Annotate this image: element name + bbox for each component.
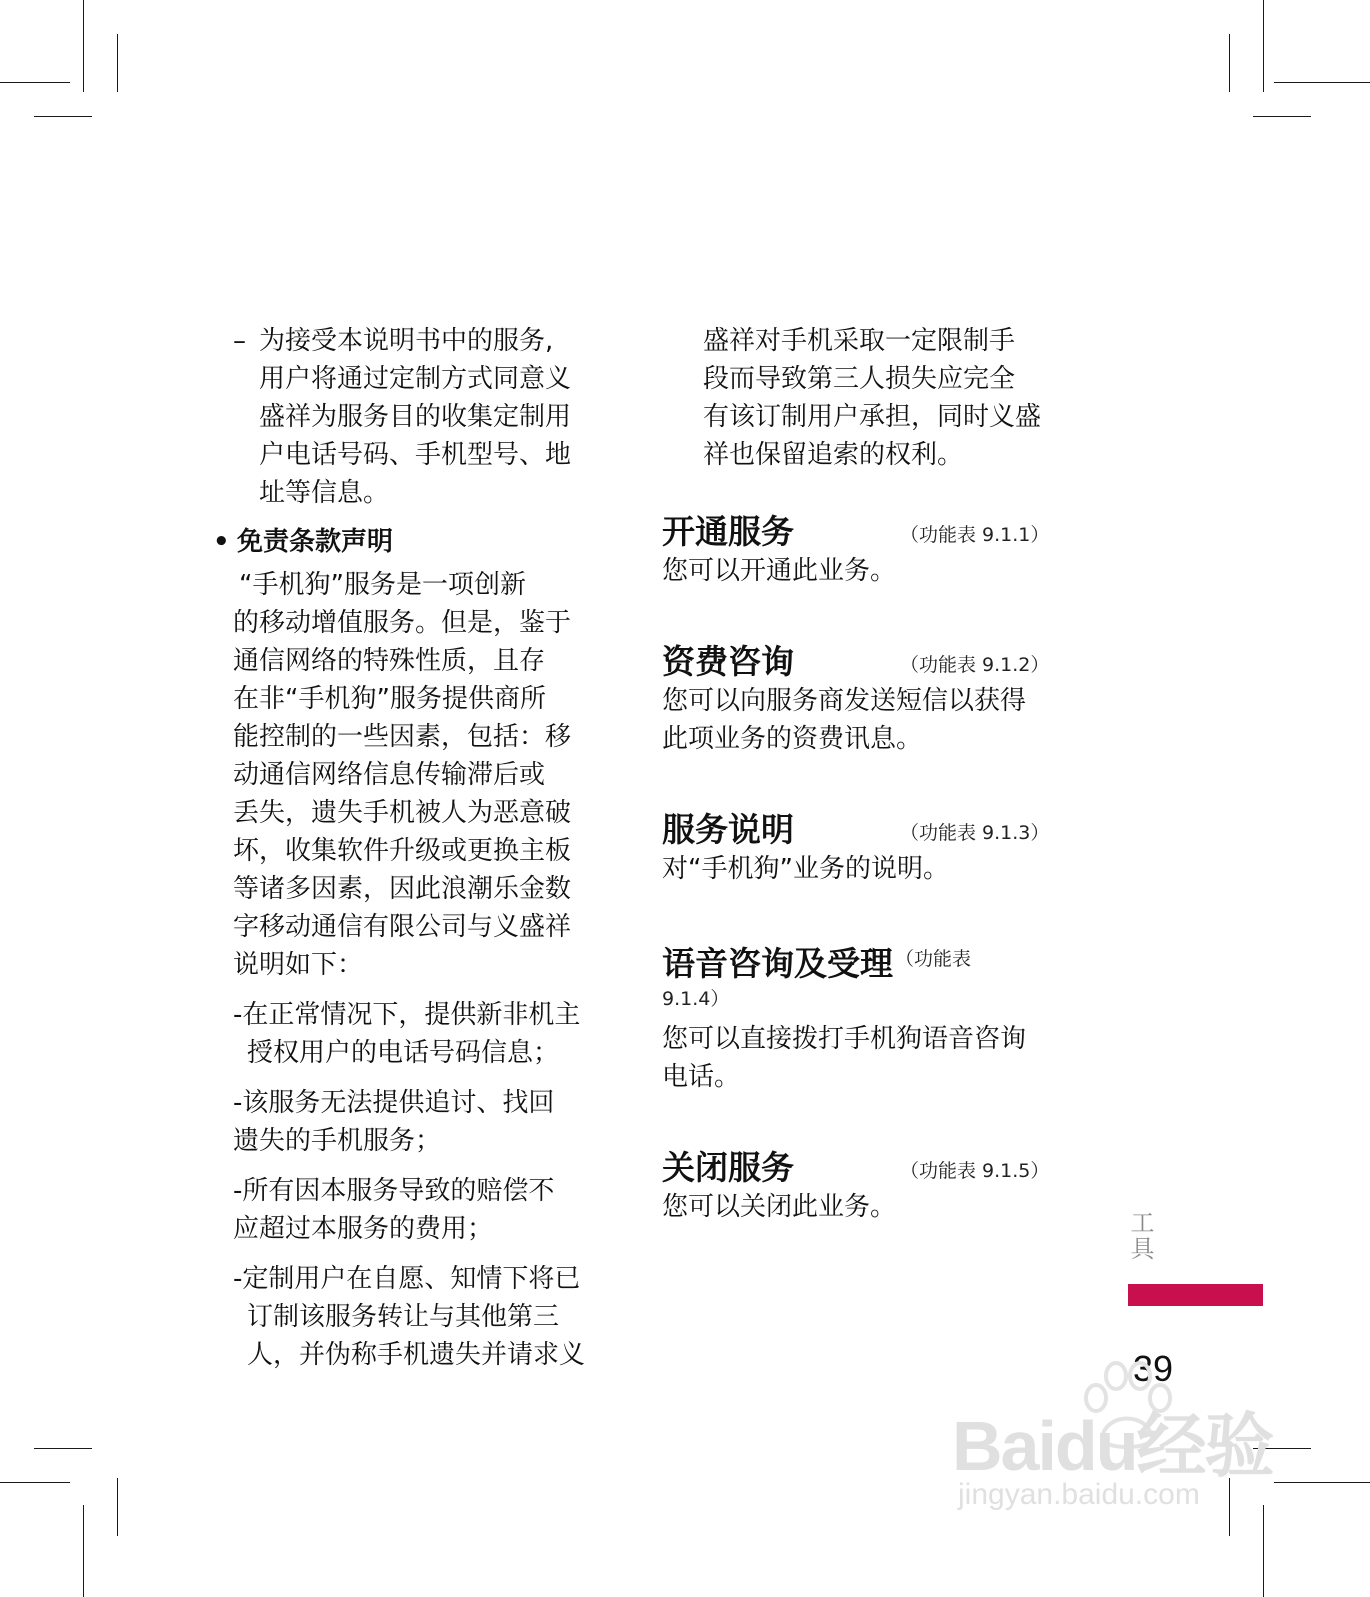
text-line: -在正常情况下，提供新非机主 — [233, 1000, 581, 1030]
text-line: 段而导致第三人损失应完全 — [703, 364, 1016, 394]
text-line: 字移动通信有限公司与义盛祥 — [233, 912, 572, 942]
crop-mark — [83, 0, 84, 92]
crop-mark — [117, 34, 118, 92]
text-line: 您可以关闭此业务。 — [662, 1192, 897, 1222]
chapter-tab-label: 工具 — [1126, 1210, 1154, 1262]
text-line: 订制该服务转让与其他第三 — [247, 1302, 560, 1332]
section-title: 关闭服务 — [662, 1148, 794, 1187]
text-line: 祥也保留追索的权利。 — [703, 440, 964, 470]
text-line: 在非“手机狗”服务提供商所 — [233, 684, 546, 714]
menu-reference: （功能表 — [895, 948, 972, 970]
text-line: 有该订制用户承担，同时义盛 — [703, 402, 1042, 432]
text-line: 人，并伪称手机遗失并请求义 — [247, 1340, 586, 1370]
menu-reference-continued: 9.1.4） — [662, 988, 730, 1010]
section-close-service — [662, 1148, 1082, 1226]
text-line: 您可以开通此业务。 — [662, 556, 897, 586]
section-title: 服务说明 — [662, 810, 794, 849]
crop-mark — [0, 82, 70, 83]
crop-mark — [117, 1478, 118, 1536]
text-line: 您可以向服务商发送短信以获得 — [662, 686, 1027, 716]
text-line: 坏，收集软件升级或更换主板 — [233, 836, 572, 866]
crop-mark — [1253, 116, 1311, 117]
section-body — [662, 850, 1082, 888]
text-line: 电话。 — [662, 1062, 741, 1092]
section-activate-service — [662, 512, 1082, 590]
crop-mark — [34, 116, 92, 117]
section-header — [662, 1148, 1082, 1188]
section-body — [662, 552, 1082, 590]
text-line: 动通信网络信息传输滞后或 — [233, 760, 546, 790]
text-line: 应超过本服务的费用； — [233, 1214, 494, 1244]
text-line: 丢失，遗失手机被人为恶意破 — [233, 798, 572, 828]
list-item — [213, 996, 623, 1072]
section-title: 开通服务 — [662, 512, 794, 551]
section-fee-inquiry — [662, 642, 1082, 758]
section-body — [662, 682, 1082, 758]
heading-text: 免责条款声明 — [237, 527, 394, 557]
section-voice-inquiry — [662, 940, 1082, 1096]
text-line: -所有因本服务导致的赔偿不 — [233, 1176, 555, 1206]
crop-mark — [1274, 1482, 1370, 1483]
page-number: 39 — [1133, 1348, 1174, 1389]
dash-marker: – — [233, 326, 246, 356]
chapter-tab-bar — [1128, 1284, 1263, 1306]
disclaimer-heading — [213, 522, 623, 562]
text-line: 授权用户的电话号码信息； — [247, 1038, 560, 1068]
text-line: 说明如下： — [233, 950, 364, 980]
section-body — [662, 1020, 1082, 1096]
text-line: 盛祥对手机采取一定限制手 — [703, 326, 1016, 356]
text-line: -该服务无法提供追讨、找回 — [233, 1088, 555, 1118]
text-line: 用户将通过定制方式同意义 — [259, 364, 572, 394]
menu-reference: （功能表 9.1.5） — [900, 1160, 1050, 1182]
section-title: 资费咨询 — [662, 642, 794, 681]
section-header — [662, 642, 1082, 682]
list-item — [213, 1260, 623, 1374]
text-line: 遗失的手机服务； — [233, 1126, 442, 1156]
text-line: 通信网络的特殊性质，且存 — [233, 646, 546, 676]
left-column — [213, 322, 623, 1374]
text-line: 等诸多因素，因此浪潮乐金数 — [233, 874, 572, 904]
baidu-watermark — [952, 1360, 1272, 1530]
text-line: 能控制的一些因素，包括：移 — [233, 722, 572, 752]
watermark-url: jingyan.baidu.com — [958, 1478, 1200, 1511]
menu-reference: （功能表 9.1.1） — [900, 524, 1050, 546]
text-line: 户电话号码、手机型号、地 — [259, 440, 572, 470]
menu-reference: （功能表 9.1.2） — [900, 654, 1050, 676]
text-line: 您可以直接拨打手机狗语音咨询 — [662, 1024, 1027, 1054]
crop-mark — [34, 1448, 92, 1449]
text-line: 的移动增值服务。但是，鉴于 — [233, 608, 572, 638]
crop-mark — [83, 1505, 84, 1597]
right-column — [662, 322, 1082, 1226]
intro-paragraph — [213, 322, 623, 512]
text-line: -定制用户在自愿、知情下将已 — [233, 1264, 581, 1294]
menu-reference: （功能表 9.1.3） — [900, 822, 1050, 844]
section-header — [662, 810, 1082, 850]
bullet-icon: • — [213, 527, 230, 557]
text-line: 为接受本说明书中的服务, — [259, 326, 554, 356]
section-title: 语音咨询及受理 — [662, 944, 893, 983]
disclaimer-paragraph — [213, 566, 623, 984]
text-line: 址等信息。 — [259, 478, 390, 508]
section-header — [662, 940, 1082, 986]
text-line: “手机狗”服务是一项创新 — [239, 570, 526, 600]
list-item — [213, 1084, 623, 1160]
section-service-description — [662, 810, 1082, 888]
crop-mark — [1274, 82, 1370, 83]
text-line: 盛祥为服务目的收集定制用 — [259, 402, 572, 432]
section-header — [662, 512, 1082, 552]
list-item — [213, 1172, 623, 1248]
text-line: 此项业务的资费讯息。 — [662, 724, 923, 754]
section-body — [662, 1188, 1082, 1226]
crop-mark — [1263, 0, 1264, 92]
text-line: 对“手机狗”业务的说明。 — [662, 854, 949, 884]
watermark-text: Baidu经验 — [952, 1407, 1273, 1485]
crop-mark — [1229, 34, 1230, 92]
crop-mark — [0, 1482, 70, 1483]
continued-paragraph — [662, 322, 1082, 474]
